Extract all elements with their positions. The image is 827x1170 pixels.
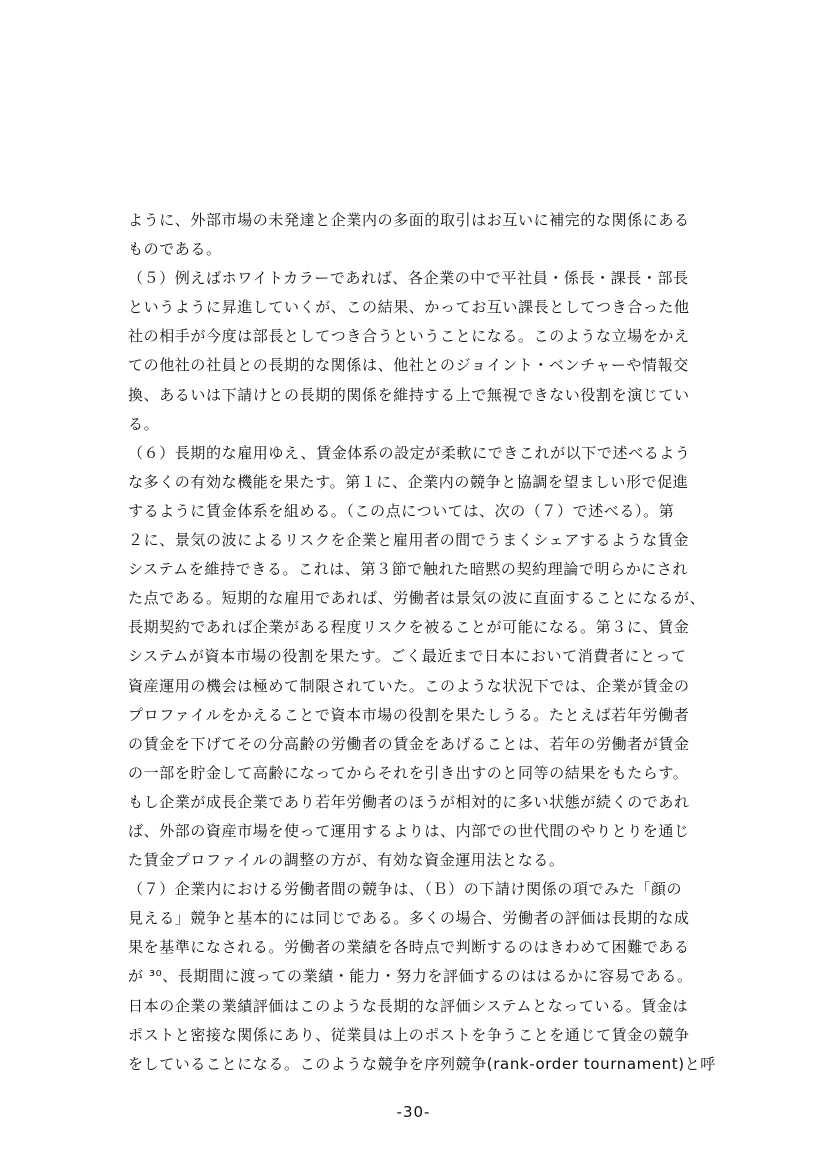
text-line: 日本の企業の業績評価はこのような長期的な評価システムとなっている。賃金は [128, 996, 689, 1015]
text-line: 果を基準になされる。労働者の業績を各時点で判断するのはきわめて困難である [128, 938, 690, 957]
text-line: システムが資本市場の役割を果たす。ごく最近まで日本において消費者にとって [128, 647, 687, 666]
text-line: 長期契約であれば企業がある程度リスクを被ることが可能になる。第３に、賃金 [128, 618, 690, 637]
text-line: するように賃金体系を組める。（この点については、次の（７）で述べる）。第 [128, 501, 675, 520]
text-line: システムを維持できる。これは、第３節で触れた暗黙の契約理論で明らかにされ [128, 560, 689, 579]
text-line: 見える」競争と基本的には同じである。多くの場合、労働者の評価は長期的な成 [128, 909, 690, 928]
text-line: （６）長期的な雇用ゆえ、賃金体系の設定が柔軟にできこれが以下で述べるよう [128, 443, 691, 462]
text-line: 換、あるいは下請けとの長期的関係を維持する上で無視できない役割を演じてい [128, 385, 690, 404]
text-line: 社の相手が今度は部長としてつき合うということになる。このような立場をかえ [128, 327, 690, 346]
text-line: の一部を貯金して高齢になってからそれを引き出すのと同等の結果をもたらす。 [128, 763, 689, 782]
text-line: もし企業が成長企業であり若年労働者のほうが相対的に多い状態が続くのであれ [128, 792, 690, 811]
text-line: ての他社の社員との長期的な関係は、他社とのジョイント・ベンチャーや情報交 [128, 356, 689, 375]
text-line: をしていることになる。このような競争を序列競争(rank-order tournament)と呼 [128, 1054, 716, 1073]
text-line: ば、外部の資産市場を使って運用するよりは、内部での世代間のやりとりを通じ [128, 821, 690, 840]
text-line: というように昇進していくが、この結果、かってお互い課長としてつき合った他 [128, 298, 690, 317]
text-line: た点である。短期的な雇用であれば、労働者は景気の波に直面することになるが、 [128, 589, 706, 608]
text-line: プロファイルをかえることで資本市場の役割を果たしうる。たとえば若年労働者 [128, 705, 690, 724]
text-line: ように、外部市場の未発達と企業内の多面的取引はお互いに補完的な関係にある [128, 211, 690, 229]
text-line: ２に、景気の波によるリスクを企業と雇用者の間でうまくシェアするような賃金 [128, 531, 690, 550]
text-line: （７）企業内における労働者間の競争は、（Ｂ）の下請け関係の項でみた「顔の [128, 880, 683, 899]
page-number: -30- [396, 1103, 431, 1121]
text-line: た賃金プロファイルの調整の方が、有効な資金運用法となる。 [128, 851, 565, 870]
text-line: る。 [128, 414, 160, 433]
text-line: の賃金を下げてその分高齢の労働者の賃金をあげることは、若年の労働者が賃金 [128, 734, 690, 753]
body-text [128, 206, 718, 1079]
text-line: が ³⁰、長期間に渡っての業績・能力・努力を評価するのははるかに容易である。 [128, 967, 693, 986]
text-line: 資産運用の機会は極めて制限されていた。このような状況下では、企業が賃金の [128, 676, 690, 695]
text-line: （５）例えばホワイトカラーであれば、各企業の中で平社員・係長・課長・部長 [128, 269, 689, 288]
text-line: ポストと密接な関係にあり、従業員は上のポストを争うことを通じて賃金の競争 [128, 1025, 690, 1044]
text-line: ものである。 [128, 240, 222, 259]
text-line: な多くの有効な機能を果たす。第１に、企業内の競争と協調を望ましい形で促進 [128, 472, 689, 491]
